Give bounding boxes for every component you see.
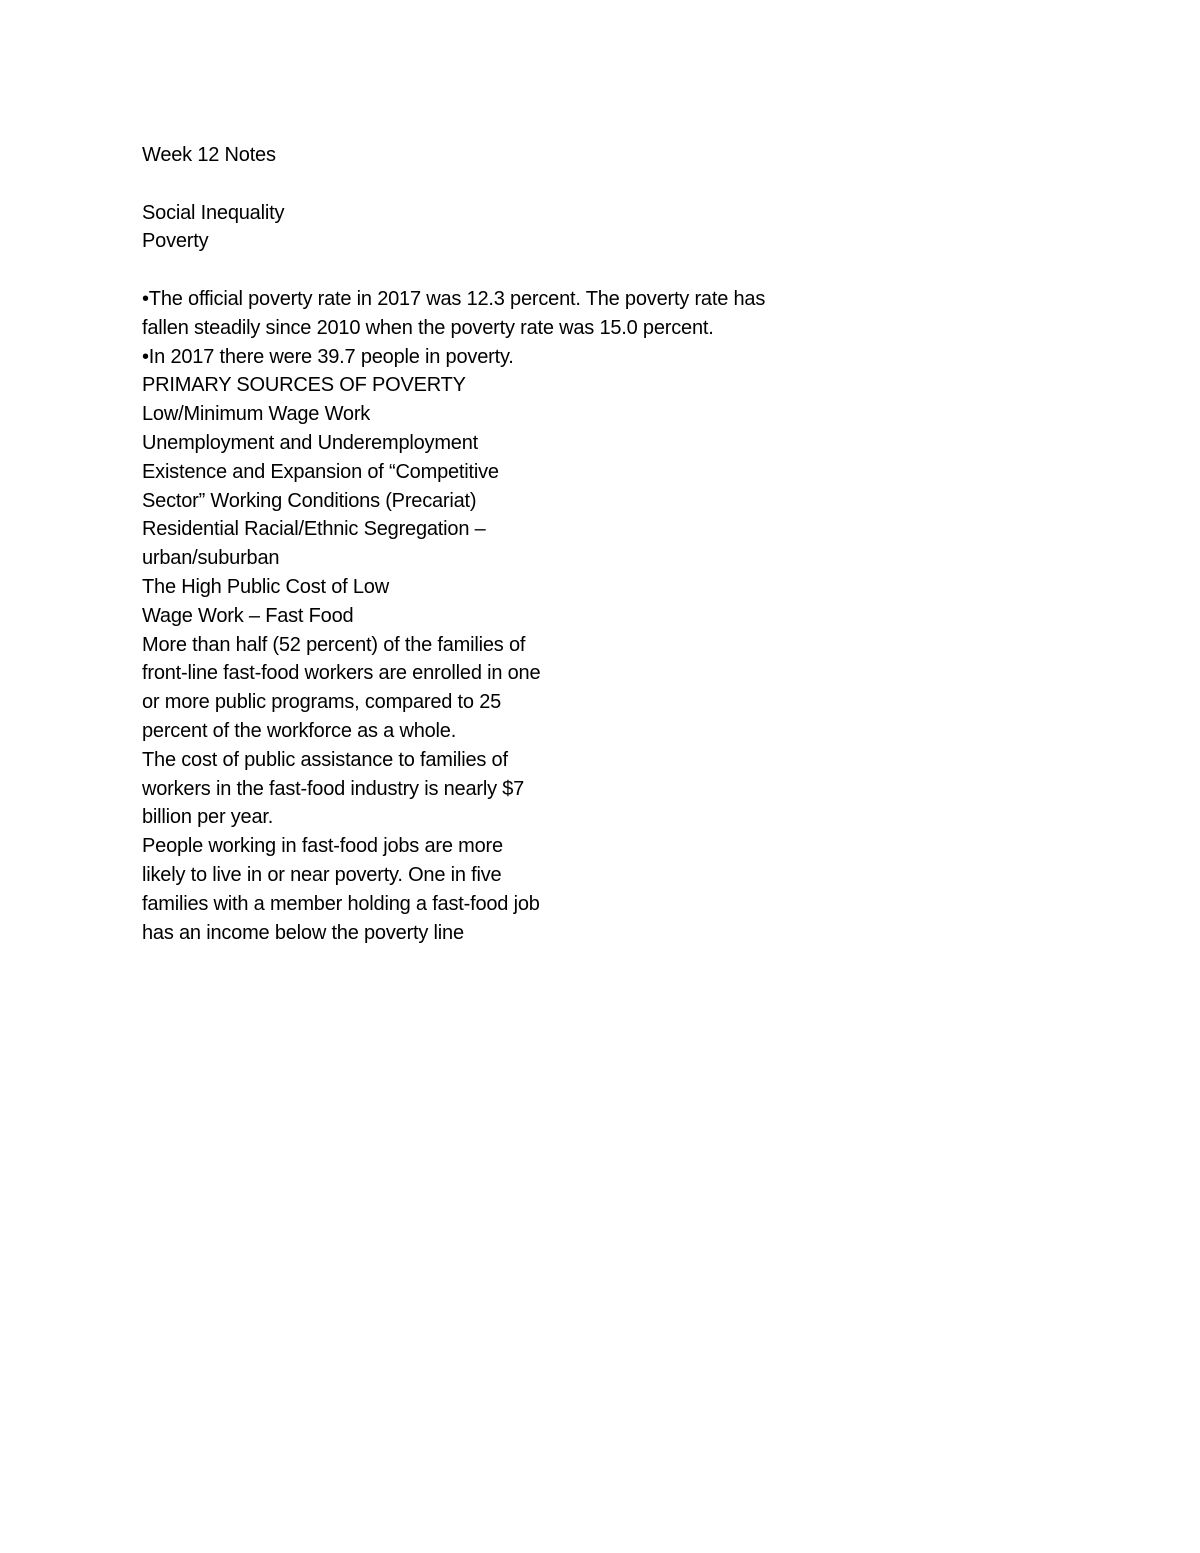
text-line: fallen steadily since 2010 when the poverty rate was 15.0 percent. xyxy=(142,316,714,339)
text-line: or more public programs, compared to 25 xyxy=(142,691,502,714)
text-line: likely to live in or near poverty. One in five xyxy=(142,863,502,886)
blank-line xyxy=(142,170,862,199)
text-line: workers in the fast-food industry is nearly $7 xyxy=(142,777,525,800)
text-line: The High Public Cost of Low xyxy=(142,575,389,598)
text-line: percent of the workforce as a whole. xyxy=(142,719,457,742)
text-line: Existence and Expansion of “Competitive xyxy=(142,460,499,483)
text-line: families with a member holding a fast-food job xyxy=(142,892,540,915)
text-line: Wage Work – Fast Food xyxy=(142,604,354,627)
text-line: has an income below the poverty line xyxy=(142,921,464,944)
text-line: More than half (52 percent) of the families of xyxy=(142,633,526,656)
text-line: The cost of public assistance to families of xyxy=(142,748,508,771)
text-line: Low/Minimum Wage Work xyxy=(142,403,371,426)
text-line: •The official poverty rate in 2017 was 12.3 percent. The poverty rate has xyxy=(142,287,766,310)
text-line: •In 2017 there were 39.7 people in poverty. xyxy=(142,345,514,368)
text-line: Unemployment and Underemployment xyxy=(142,431,478,454)
document-body xyxy=(142,141,862,947)
text-line: Residential Racial/Ethnic Segregation – xyxy=(142,518,486,541)
blank-line xyxy=(142,256,862,285)
subsection-heading: Poverty xyxy=(142,230,209,253)
text-line: PRIMARY SOURCES OF POVERTY xyxy=(142,374,466,397)
text-line: People working in fast-food jobs are more xyxy=(142,835,503,858)
text-line: Sector” Working Conditions (Precariat) xyxy=(142,489,477,512)
text-line: front-line fast-food workers are enrolled in one xyxy=(142,662,541,685)
section-heading: Social Inequality xyxy=(142,201,285,224)
text-line: billion per year. xyxy=(142,806,274,829)
document-title: Week 12 Notes xyxy=(142,144,276,166)
text-line: urban/suburban xyxy=(142,547,280,570)
